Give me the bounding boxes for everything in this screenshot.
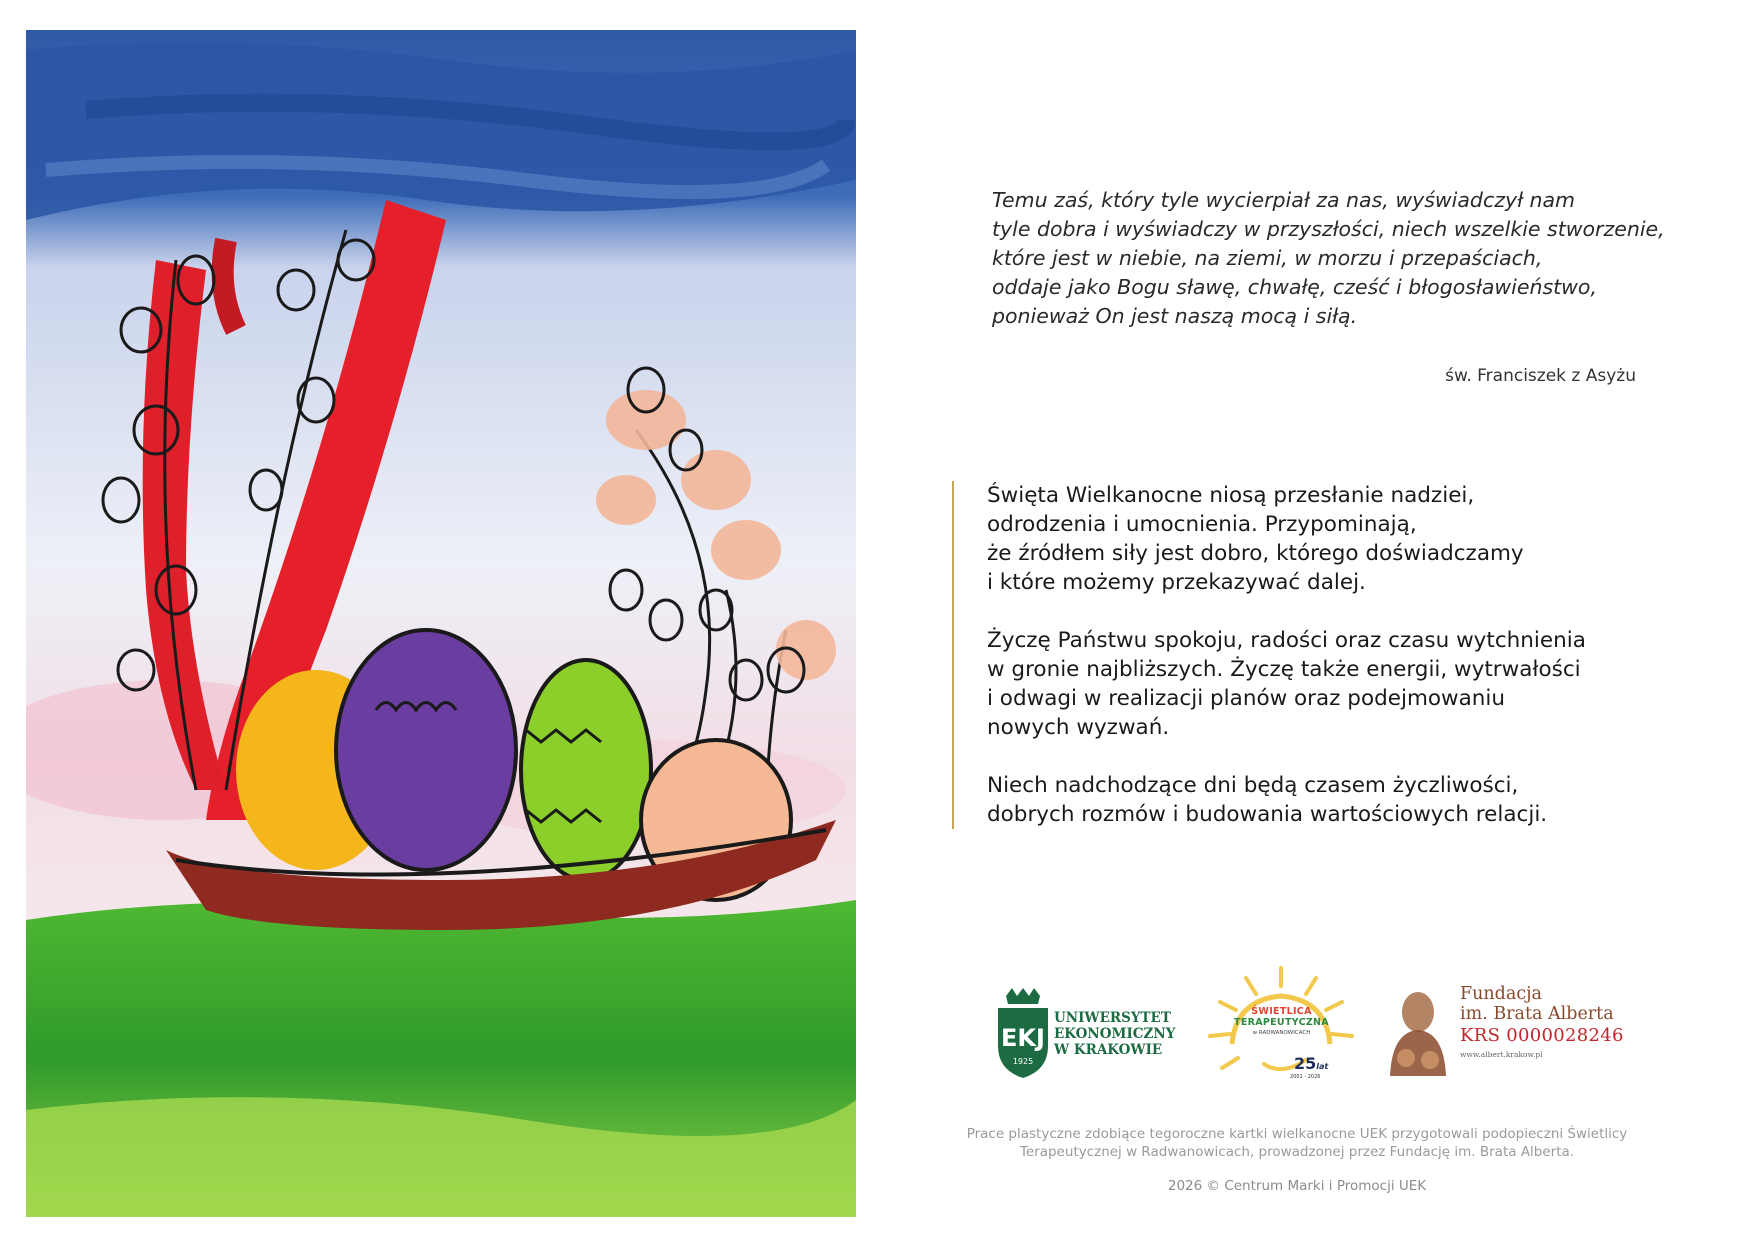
quote-text: Temu zaś, który tyle wycierpiał za nas, wyświadczył nam tyle dobra i wyświadczy w przyszłości, niech wszelkie stworzenie, które jest w niebie, na ziemi, w morzu i przepaściach, oddaje jako Bogu sławę, chwałę, cześć i błogosławieństwo, ponieważ On jest naszą mocą i siłą. xyxy=(992,188,1665,328)
swietlica-logo xyxy=(1206,964,1356,1084)
fundacja-logo xyxy=(1382,984,1632,1084)
uek-mark-letters: EKJ xyxy=(1001,1024,1045,1052)
uek-logo xyxy=(994,988,1184,1080)
swietlica-anniversary: 25lat xyxy=(1294,1054,1329,1073)
swietlica-years: 2001 - 2026 xyxy=(1290,1074,1321,1080)
copyright: 2026 © Centrum Marki i Promocji UEK xyxy=(1167,1178,1427,1194)
partner-logos xyxy=(994,964,1634,1084)
message-paragraph: Święta Wielkanocne niosą przesłanie nadziei, odrodzenia i umocnienia. Przypominają, że źródłem siły jest dobro, którego doświadczamy i które możemy przekazywać dalej. xyxy=(987,483,1524,595)
easter-painting xyxy=(26,30,856,1217)
quote-block xyxy=(992,186,1672,331)
message-paragraph: Niech nadchodzące dni będą czasem życzliwości, dobrych rozmów i budowania wartościowych relacji. xyxy=(987,773,1548,827)
quote-author: św. Franciszek z Asyżu xyxy=(1445,366,1636,386)
swietlica-name: ŚWIETLICA TERAPEUTYCZNA xyxy=(1234,1006,1329,1028)
artwork-credits: Prace plastyczne zdobiące tegoroczne kartki wielkanocne UEK przygotowali podopieczni Świetlicy Terapeutycznej w Radwanowicach, prowadzonej przez Fundację im. Brata Alberta. xyxy=(966,1126,1628,1160)
message-paragraph: Życzę Państwu spokoju, radości oraz czasu wytchnienia w gronie najbliższych. Życzę także energii, wytrwałości i odwagi w realizacji planów oraz podejmowaniu nowych wyzwań. xyxy=(987,628,1586,740)
swietlica-location: w RADWANOWICACH xyxy=(1252,1030,1311,1036)
uek-year: 1925 xyxy=(1012,1057,1034,1066)
fundacja-krs: KRS 0000028246 xyxy=(1460,1025,1624,1046)
brother-albert-portrait-icon xyxy=(1382,984,1454,1076)
uek-name: UNIWERSYTET EKONOMICZNY W KRAKOWIE xyxy=(1054,1010,1176,1058)
easter-message xyxy=(952,481,1687,829)
uek-crest-icon xyxy=(994,988,1052,1080)
fundacja-name: Fundacja im. Brata Alberta KRS 0000028246 www.albert.krakow.pl xyxy=(1460,984,1624,1059)
fundacja-url: www.albert.krakow.pl xyxy=(1460,1050,1543,1059)
painting-illustration xyxy=(26,30,856,1217)
